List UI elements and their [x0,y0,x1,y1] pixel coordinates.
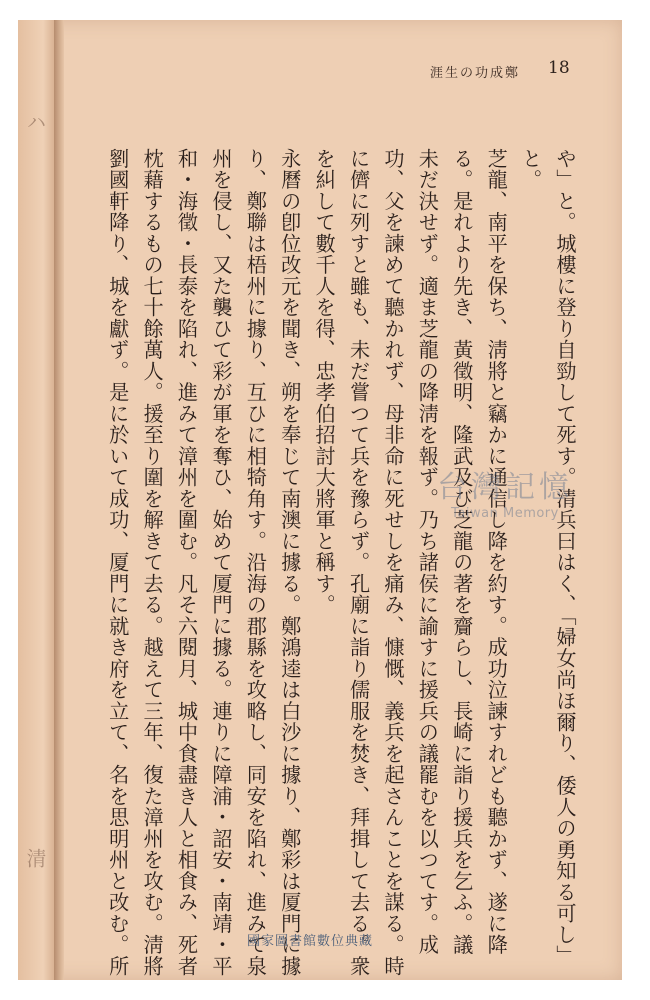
text-column: 劉國軒降り、城を獻ず。是に於いて成功、厦門に就き府を立て、名を思明州と改む。所 [105,148,130,977]
running-title: 涯生の功成鄭 [429,66,520,81]
text-column: 永曆の卽位改元を聞き、朔を奉じて南澳に據る。鄭鴻逵は白沙に據り、鄭彩は厦門に據 [277,148,302,977]
text-column: り、鄭聯は梧州に據り、互ひに相犄角す。沿海の郡縣を攻略し、同安を陷れ、進みて泉 [243,148,268,977]
watermark-english: Taiwan Memory [451,506,559,521]
text-column: 枕藉するもの七十餘萬人。援至り圍を解きて去る。越えて三年、復た漳州を攻む。淸將 [140,148,165,977]
text-column: と。 [518,148,543,191]
watermark-logo-text: 台灣記憶 [437,470,573,505]
page-number: 18 [548,58,570,78]
text-column: を糾して數千人を得、忠孝伯招討大將軍と稱す。 [312,148,337,616]
text-column: 和・海徵・長泰を陷れ、進みて漳州を圍む。凡そ六閱月、城中食盡き人と相食み、死者 [174,148,199,977]
text-column: に儕に列すと雖も、未だ嘗つて兵を豫らず。孔廟に詣り儒服を焚き、拜揖して去る。衆 [346,148,371,977]
left-page-bleed-text: ハ [23,112,47,132]
text-column: 芝龍、南平を保ち、淸將と竊かに通信し降を約す。成功泣諫すれども聽かず、遂に降 [484,148,509,956]
text-column: 功、父を諫めて聽かれず、母非命に死せしを痛み、慷慨、義兵を起さんことを謀る。時 [380,148,405,977]
text-column: や」と。城樓に登り自勁して死す。清兵曰はく、「婦女尚ほ爾り、倭人の勇知る可し」 [553,148,577,967]
left-page-edge [18,20,54,980]
text-column: 未だ決せず。適ま芝龍の降淸を報ず。乃ち諸侯に諭すに援兵の議罷むを以つてす。成 [415,148,440,956]
left-page-bleed-text: 清 [23,848,47,868]
text-column: る。是れより先き、黃徵明、隆武及び芝龍の著を齎らし、長崎に詣り援兵を乞ふ。議 [449,148,474,956]
library-footer: 國家圖書館數位典藏 [246,934,373,949]
text-column: 州を侵し、又た襲ひて彩が軍を奪ひ、始めて厦門に據る。連りに障浦・詔安・南靖・平 [208,148,233,977]
taiwan-memory-watermark [410,462,600,521]
